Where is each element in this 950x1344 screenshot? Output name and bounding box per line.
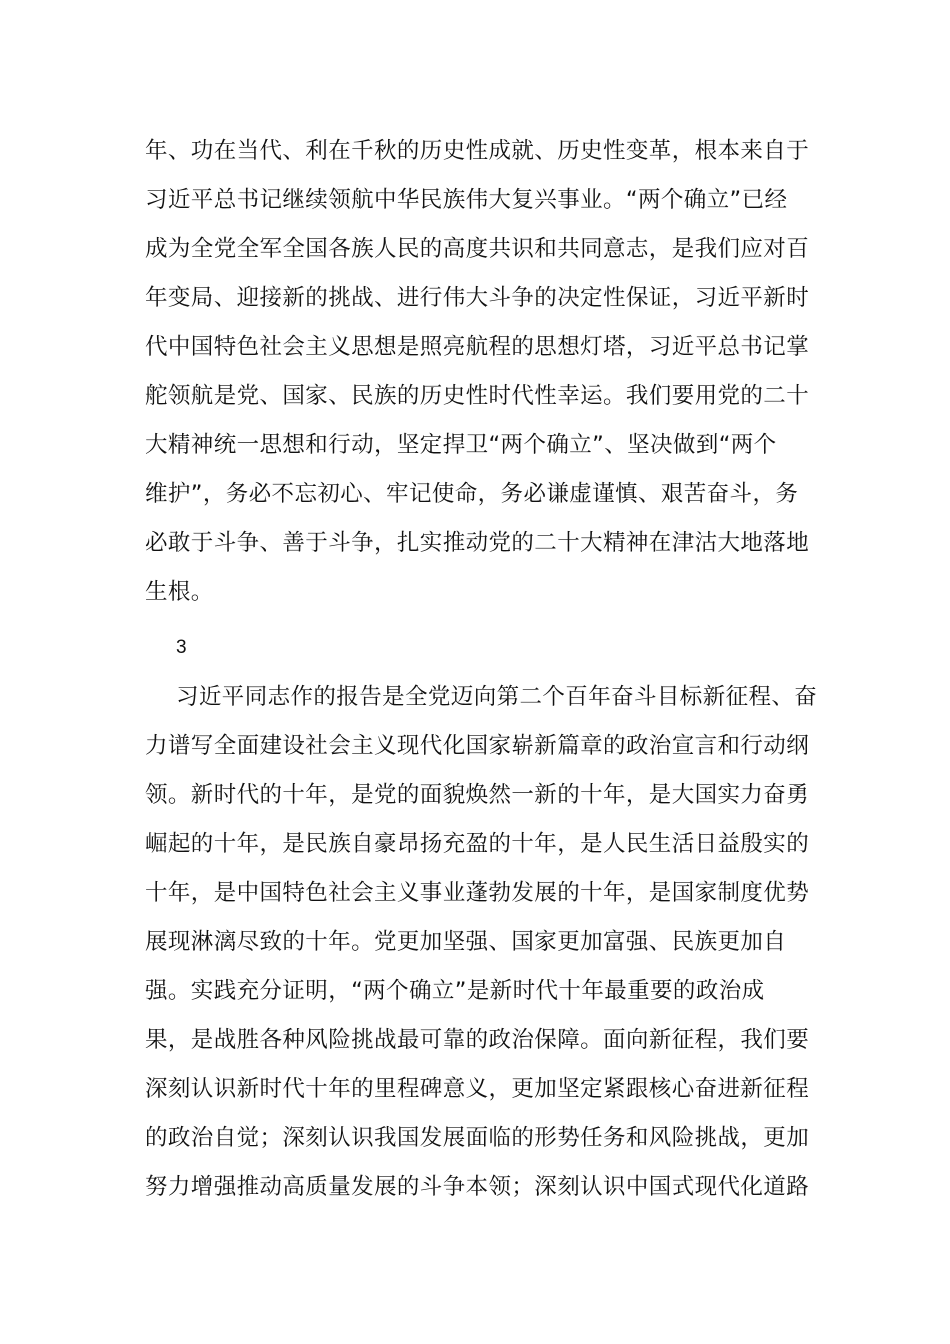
paragraph-line: 十年，是中国特色社会主义事业蓬勃发展的十年，是国家制度优势 [145,880,810,906]
paragraph-line: 舵领航是党、国家、民族的历史性时代性幸运。我们要用党的二十 [145,383,810,409]
section-number: 3 [176,637,187,658]
paragraph-line: 年、功在当代、利在千秋的历史性成就、历史性变革，根本来自于 [145,138,810,164]
paragraph-line: 生根。 [145,579,214,605]
paragraph-line: 果，是战胜各种风险挑战最可靠的政治保障。面向新征程，我们要 [145,1027,810,1053]
paragraph-line: 习近平总书记继续领航中华民族伟大复兴事业。“两个确立”已经 [145,187,788,213]
paragraph-line: 展现淋漓尽致的十年。党更加坚强、国家更加富强、民族更加自 [145,929,787,955]
paragraph-line: 力谱写全面建设社会主义现代化国家崭新篇章的政治宣言和行动纲 [145,733,810,759]
paragraph-line: 强。实践充分证明，“两个确立”是新时代十年最重要的政治成 [145,978,765,1004]
paragraph-line: 成为全党全军全国各族人民的高度共识和共同意志，是我们应对百 [145,236,810,262]
paragraph-line: 维护”，务必不忘初心、牢记使命，务必谦虚谨慎、艰苦奋斗，务 [145,481,799,507]
paragraph-line: 领。新时代的十年，是党的面貌焕然一新的十年，是大国实力奋勇 [145,782,810,808]
paragraph-line: 努力增强推动高质量发展的斗争本领；深刻认识中国式现代化道路 [145,1174,810,1200]
paragraph-line: 习近平同志作的报告是全党迈向第二个百年奋斗目标新征程、奋 [176,684,818,710]
paragraph-line: 年变局、迎接新的挑战、进行伟大斗争的决定性保证，习近平新时 [145,285,810,311]
paragraph-line: 代中国特色社会主义思想是照亮航程的思想灯塔，习近平总书记掌 [145,334,810,360]
paragraph-line: 的政治自觉；深刻认识我国发展面临的形势任务和风险挑战，更加 [145,1125,810,1151]
paragraph-line: 大精神统一思想和行动，坚定捍卫“两个确立”、坚决做到“两个 [145,432,777,458]
paragraph-line: 深刻认识新时代十年的里程碑意义，更加坚定紧跟核心奋进新征程 [145,1076,810,1102]
paragraph-line: 必敢于斗争、善于斗争，扎实推动党的二十大精神在津沽大地落地 [145,530,810,556]
paragraph-line: 崛起的十年，是民族自豪昂扬充盈的十年，是人民生活日益殷实的 [145,831,810,857]
